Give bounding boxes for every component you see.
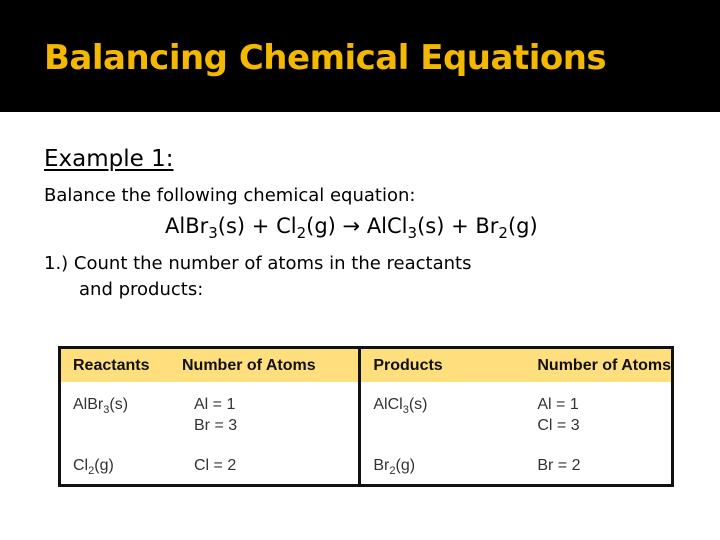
product-formula-1-state: (s) [408, 396, 428, 413]
eq-product1-state: (s) + Br [417, 214, 499, 238]
product-atoms-2 [537, 455, 580, 476]
eq-product1-subscript: 3 [407, 224, 418, 243]
products-header: Products [373, 356, 443, 374]
reactant-formula-1 [73, 394, 128, 421]
reactants-header: Reactants [73, 356, 150, 374]
products-atoms-header: Number of Atoms [537, 356, 671, 374]
reactant-atoms-1 [194, 394, 237, 436]
example-heading: Example 1: [44, 146, 174, 172]
eq-product2-subscript: 2 [498, 224, 508, 243]
product-formula-1 [373, 394, 427, 421]
product-formula-2-base: Br [373, 457, 390, 474]
step-text [44, 251, 471, 303]
products-panel [361, 349, 671, 484]
product-formula-2-subscript: 2 [389, 465, 396, 478]
eq-reactant2-state: (g) [306, 214, 336, 238]
step-line-2: and products: [79, 279, 204, 300]
reactant-formula-1-subscript: 3 [103, 404, 110, 417]
reactant-atoms-2 [194, 455, 236, 476]
product-formula-1-subscript: 3 [402, 404, 409, 417]
reactant-formula-1-base: AlBr [73, 396, 104, 413]
eq-reactant1-subscript: 3 [208, 224, 218, 243]
arrow-icon: → [342, 214, 361, 238]
reactant-formula-2-base: Cl [73, 457, 89, 474]
eq-reactant1-state: (s) + Cl [217, 214, 297, 238]
product-atom-count: Al = 1 [537, 396, 579, 413]
product-formula-2-state: (g) [395, 457, 416, 474]
eq-product2-state: (g) [507, 214, 538, 238]
reactants-atoms-header: Number of Atoms [182, 356, 316, 374]
reactant-atom-count: Cl = 2 [194, 457, 237, 474]
eq-reactant1: AlBr [165, 214, 209, 238]
title-bar [0, 0, 720, 112]
product-atom-count: Br = 2 [537, 457, 581, 474]
reactant-formula-2 [73, 455, 114, 482]
instruction-text: Balance the following chemical equation: [44, 185, 416, 206]
product-formula-1-base: AlCl [373, 396, 403, 413]
atoms-table [58, 346, 674, 487]
products-header-row [361, 349, 671, 382]
product-atoms-1 [537, 394, 579, 436]
eq-reactant2-subscript: 2 [296, 224, 307, 243]
step-line-1: 1.) Count the number of atoms in the reactants [44, 253, 472, 274]
product-formula-2 [373, 455, 415, 482]
reactants-header-row [61, 349, 358, 382]
reactant-formula-2-subscript: 2 [88, 465, 95, 478]
eq-product1: AlCl [360, 214, 408, 238]
chemical-equation [165, 214, 538, 242]
product-atom-count: Cl = 3 [537, 417, 580, 434]
reactant-formula-2-state: (g) [94, 457, 114, 474]
reactant-formula-1-state: (s) [109, 396, 129, 413]
reactant-atom-count: Br = 3 [194, 417, 238, 434]
slide-title: Balancing Chemical Equations [44, 38, 607, 78]
reactants-panel [61, 349, 358, 484]
reactant-atom-count: Al = 1 [194, 396, 236, 413]
